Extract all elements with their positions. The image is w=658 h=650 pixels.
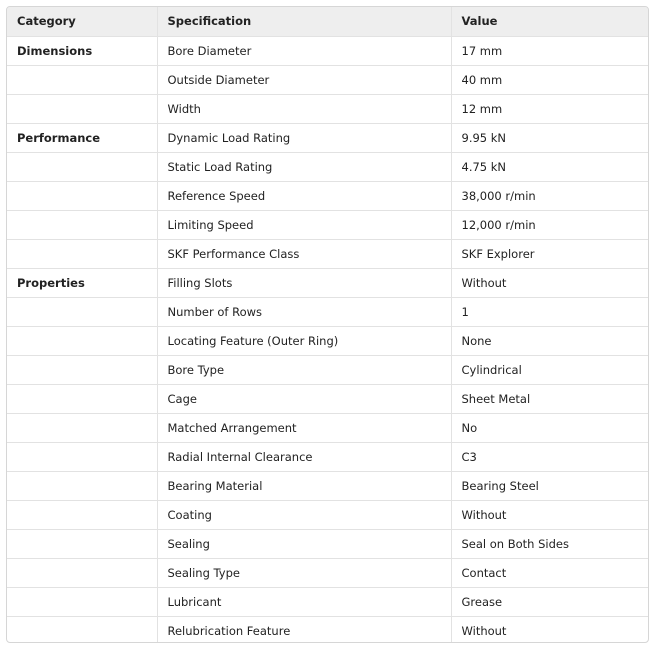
- specification-cell: Number of Rows: [157, 297, 451, 326]
- specification-cell: Dynamic Load Rating: [157, 123, 451, 152]
- category-cell: [7, 616, 157, 643]
- value-cell: Bearing Steel: [451, 471, 648, 500]
- table-row: [7, 587, 648, 616]
- value-cell: 12,000 r/min: [451, 210, 648, 239]
- specification-cell: Coating: [157, 500, 451, 529]
- specification-cell: Filling Slots: [157, 268, 451, 297]
- category-cell: [7, 587, 157, 616]
- specification-cell: Bore Type: [157, 355, 451, 384]
- specification-cell: Bore Diameter: [157, 36, 451, 65]
- table-row: [7, 94, 648, 123]
- category-cell: [7, 297, 157, 326]
- table-row: [7, 500, 648, 529]
- specification-cell: Matched Arrangement: [157, 413, 451, 442]
- table-row: [7, 442, 648, 471]
- value-cell: Sheet Metal: [451, 384, 648, 413]
- value-cell: Grease: [451, 587, 648, 616]
- category-cell: Properties: [7, 268, 157, 297]
- specification-cell: Bearing Material: [157, 471, 451, 500]
- header-value: Value: [451, 7, 648, 36]
- category-cell: [7, 442, 157, 471]
- category-cell: [7, 558, 157, 587]
- table-row: [7, 297, 648, 326]
- table-row: [7, 413, 648, 442]
- table-row: [7, 181, 648, 210]
- category-cell: [7, 65, 157, 94]
- specification-cell: Relubrication Feature: [157, 616, 451, 643]
- table-row: [7, 123, 648, 152]
- spec-table-container: [6, 6, 649, 643]
- value-cell: 17 mm: [451, 36, 648, 65]
- table-row: [7, 36, 648, 65]
- category-cell: [7, 500, 157, 529]
- table-row: [7, 558, 648, 587]
- category-cell: [7, 210, 157, 239]
- specification-cell: Outside Diameter: [157, 65, 451, 94]
- table-row: [7, 384, 648, 413]
- specification-cell: Lubricant: [157, 587, 451, 616]
- table-row: [7, 471, 648, 500]
- table-row: [7, 355, 648, 384]
- specification-cell: Locating Feature (Outer Ring): [157, 326, 451, 355]
- value-cell: None: [451, 326, 648, 355]
- table-row: [7, 529, 648, 558]
- specification-cell: Limiting Speed: [157, 210, 451, 239]
- specification-cell: Cage: [157, 384, 451, 413]
- category-cell: [7, 326, 157, 355]
- category-cell: [7, 239, 157, 268]
- value-cell: Contact: [451, 558, 648, 587]
- value-cell: 1: [451, 297, 648, 326]
- table-row: [7, 326, 648, 355]
- category-cell: [7, 181, 157, 210]
- value-cell: Seal on Both Sides: [451, 529, 648, 558]
- spec-table: [7, 7, 648, 643]
- value-cell: Cylindrical: [451, 355, 648, 384]
- table-row: [7, 65, 648, 94]
- specification-cell: Width: [157, 94, 451, 123]
- category-cell: [7, 529, 157, 558]
- category-cell: Dimensions: [7, 36, 157, 65]
- value-cell: 9.95 kN: [451, 123, 648, 152]
- value-cell: Without: [451, 268, 648, 297]
- value-cell: SKF Explorer: [451, 239, 648, 268]
- header-row: [7, 7, 648, 36]
- specification-cell: Static Load Rating: [157, 152, 451, 181]
- category-cell: [7, 471, 157, 500]
- value-cell: Without: [451, 500, 648, 529]
- value-cell: 12 mm: [451, 94, 648, 123]
- specification-cell: Sealing: [157, 529, 451, 558]
- specification-cell: Reference Speed: [157, 181, 451, 210]
- value-cell: 40 mm: [451, 65, 648, 94]
- specification-cell: Sealing Type: [157, 558, 451, 587]
- header-category: Category: [7, 7, 157, 36]
- category-cell: [7, 384, 157, 413]
- category-cell: [7, 152, 157, 181]
- table-body: [7, 36, 648, 643]
- table-header: [7, 7, 648, 36]
- value-cell: 4.75 kN: [451, 152, 648, 181]
- value-cell: No: [451, 413, 648, 442]
- table-row: [7, 152, 648, 181]
- category-cell: [7, 355, 157, 384]
- specification-cell: Radial Internal Clearance: [157, 442, 451, 471]
- value-cell: 38,000 r/min: [451, 181, 648, 210]
- header-specification: Specification: [157, 7, 451, 36]
- category-cell: Performance: [7, 123, 157, 152]
- value-cell: Without: [451, 616, 648, 643]
- specification-cell: SKF Performance Class: [157, 239, 451, 268]
- value-cell: C3: [451, 442, 648, 471]
- category-cell: [7, 94, 157, 123]
- table-row: [7, 616, 648, 643]
- category-cell: [7, 413, 157, 442]
- table-row: [7, 210, 648, 239]
- table-row: [7, 239, 648, 268]
- table-row: [7, 268, 648, 297]
